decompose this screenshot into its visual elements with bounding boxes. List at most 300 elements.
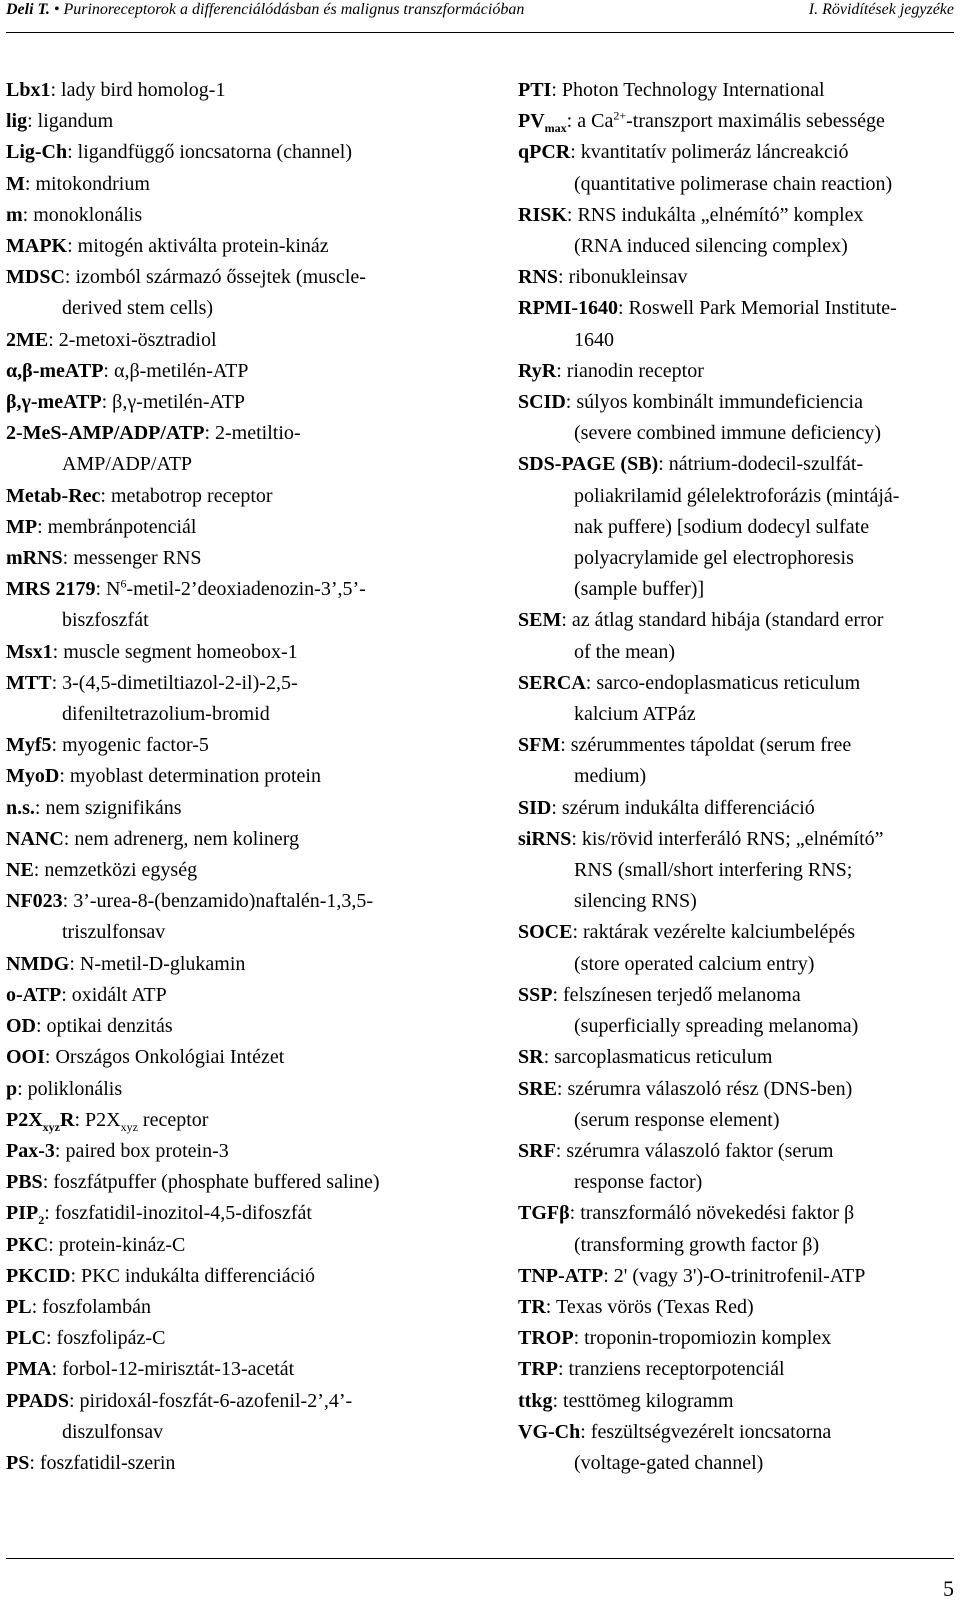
abbreviation-term: SERCA [518, 671, 586, 694]
entry-continuation-line: polyacrylamide gel electrophoresis [574, 547, 854, 570]
abbreviation-definition: : 2-metoxi-ösztradiol [48, 328, 217, 351]
entry-first-line [6, 637, 486, 668]
entry-first-line [6, 262, 486, 293]
entry-first-line [6, 1136, 486, 1167]
entry-first-line [6, 481, 486, 512]
entry-first-line [518, 1042, 958, 1073]
abbreviation-entry [518, 1417, 958, 1479]
abbreviation-definition: : kvantitatív polimeráz láncreakció [570, 141, 849, 164]
abbreviation-entry [6, 75, 486, 106]
abbreviation-definition: : 3’-urea-8-(benzamido)naftalén-1,3,5- [62, 890, 374, 913]
abbreviation-entry [518, 605, 958, 667]
entry-first-line [6, 1386, 486, 1417]
abbreviation-entry [6, 1042, 486, 1073]
abbreviation-definition: : foszfolipáz-C [46, 1327, 166, 1350]
abbreviation-entry [6, 325, 486, 356]
abbreviation-entry [518, 668, 958, 730]
entry-first-line [6, 1011, 486, 1042]
footer-rule [6, 1558, 954, 1559]
abbreviation-definition: : myogenic factor-5 [51, 734, 209, 757]
abbreviation-term: SDS-PAGE (SB) [518, 453, 659, 476]
definition-superscript: 2+ [613, 108, 627, 123]
abbreviation-entry [518, 1261, 958, 1292]
abbreviation-entry [6, 1105, 486, 1136]
abbreviation-entry [6, 200, 486, 231]
abbreviation-definition: : 3-(4,5-dimetiltiazol-2-il)-2,5- [51, 671, 298, 694]
abbreviation-definition: : transzformáló növekedési faktor β [569, 1202, 855, 1225]
abbreviation-term: MyoD [6, 765, 60, 788]
entry-continuation-line: (store operated calcium entry) [574, 952, 815, 975]
entry-first-line [518, 668, 958, 699]
entry-first-line [6, 1198, 486, 1229]
header-section: I. Rövidítések jegyzéke [808, 1, 954, 18]
abbreviation-entry [518, 1354, 958, 1385]
entry-first-line [518, 1261, 958, 1292]
abbreviation-entry [6, 231, 486, 262]
abbreviation-entry [518, 917, 958, 979]
abbreviation-entry [6, 137, 486, 168]
entry-first-line [6, 1261, 486, 1292]
abbreviation-term: PMA [6, 1358, 52, 1381]
abbreviation-definition: : $N^6-metil-2’deoxiadenozin-3’,5’-$ [95, 576, 366, 601]
abbreviation-term: $PV_{max}$ [518, 110, 567, 136]
abbreviation-definition: : metabotrop receptor [100, 484, 273, 507]
entry-first-line [6, 793, 486, 824]
abbreviation-definition: : testtömeg kilogramm [552, 1389, 734, 1412]
header-left [6, 0, 524, 20]
abbreviation-definition: : sarcoplasmaticus reticulum [543, 1046, 773, 1069]
abbreviation-definition: : rianodin receptor [556, 359, 704, 382]
abbreviation-term: TGFβ [518, 1202, 570, 1225]
abbreviation-term: Pax-3 [6, 1139, 55, 1162]
abbreviation-term: o-ATP [6, 983, 62, 1006]
abbreviation-term: n.s. [6, 796, 35, 819]
entry-continuation-line: response factor) [574, 1171, 703, 1194]
abbreviation-column-left [6, 75, 486, 1479]
entry-first-line [6, 1292, 486, 1323]
entry-first-line [6, 418, 486, 449]
abbreviation-term: 2ME [6, 328, 49, 351]
entry-first-line [518, 387, 958, 418]
entry-first-line [6, 1448, 486, 1479]
abbreviation-entry [518, 293, 958, 355]
entry-first-line [518, 293, 958, 324]
abbreviation-definition: : szérumra válaszoló faktor (serum [555, 1139, 834, 1162]
abbreviation-term: OD [6, 1015, 36, 1038]
abbreviation-entry [6, 543, 486, 574]
abbreviation-term: PKCID [6, 1264, 71, 1287]
entry-continuation-line: (transforming growth factor β) [574, 1233, 820, 1256]
entry-continuation-line: (quantitative polimerase chain reaction) [574, 172, 893, 195]
abbreviation-term: SRE [518, 1077, 557, 1100]
abbreviation-definition: : α,β-metilén-ATP [103, 359, 249, 382]
abbreviation-entry [518, 106, 958, 137]
abbreviation-term: OOI [6, 1046, 45, 1069]
abbreviation-definition: : szérumra válaszoló rész (DNS-ben) [556, 1077, 853, 1100]
entry-first-line [6, 730, 486, 761]
abbreviation-entry [6, 169, 486, 200]
abbreviation-entry [6, 886, 486, 948]
abbreviation-entry [6, 574, 486, 636]
abbreviation-term: siRNS [518, 827, 572, 850]
entry-first-line [6, 200, 486, 231]
abbreviation-definition: : N-metil-D-glukamin [69, 952, 246, 975]
entry-first-line [6, 886, 486, 917]
entry-first-line [518, 824, 958, 855]
abbreviation-entry [518, 1292, 958, 1323]
abbreviation-entry [518, 824, 958, 918]
abbreviation-definition: : oxidált ATP [61, 983, 167, 1006]
abbreviation-definition: : az átlag standard hibája (standard error [561, 609, 884, 632]
abbreviation-term: β,γ-meATP [6, 391, 102, 414]
abbreviation-definition: : membránpotenciál [37, 515, 197, 538]
abbreviation-term: SR [518, 1046, 544, 1069]
abbreviation-term: RyR [518, 359, 557, 382]
abbreviation-definition: : muscle segment homeobox-1 [52, 640, 298, 663]
abbreviation-term: ttkg [518, 1389, 553, 1412]
abbreviation-term: VG-Ch [518, 1420, 581, 1443]
entry-first-line [6, 231, 486, 262]
abbreviation-definition: : a $Ca^{2+}$-transzport maximális sebessége [566, 108, 885, 133]
abbreviation-term: SRF [518, 1139, 556, 1162]
entry-continuation-line: AMP/ADP/ATP [62, 453, 193, 476]
abbreviation-term: p [6, 1077, 18, 1100]
abbreviation-entry [6, 761, 486, 792]
entry-continuation-line: medium) [574, 765, 647, 788]
entry-first-line [6, 325, 486, 356]
abbreviation-entry [518, 356, 958, 387]
abbreviation-entry [6, 481, 486, 512]
abbreviation-term: RPMI-1640 [518, 297, 618, 320]
entry-continuation-line: RNS (small/short interfering RNS; [574, 859, 853, 882]
running-header [6, 0, 954, 33]
abbreviation-definition: : Photon Technology International [551, 79, 825, 101]
abbreviation-definition: : izomból származó őssejtek (muscle- [64, 266, 366, 289]
abbreviation-term: PKC [6, 1233, 49, 1256]
abbreviation-entry [6, 855, 486, 886]
abbreviation-entry [6, 1323, 486, 1354]
abbreviation-term: PTI [518, 79, 552, 101]
abbreviation-entry [6, 106, 486, 137]
abbreviation-definition: : lady bird homolog-1 [50, 79, 226, 101]
abbreviation-term: PS [6, 1451, 30, 1474]
abbreviation-definition: : szérummentes tápoldat (serum free [560, 734, 852, 757]
header-title: Purinoreceptorok a differenciálódásban és malignus transzformációban [63, 1, 525, 18]
abbreviation-entry [6, 512, 486, 543]
entry-first-line [518, 1354, 958, 1385]
abbreviation-term: lig [6, 110, 28, 133]
abbreviation-definition: : myoblast determination protein [59, 765, 321, 788]
entry-first-line [518, 137, 958, 168]
entry-continuation-line: (superficially spreading melanoma) [574, 1015, 859, 1038]
abbreviation-definition: : kis/rövid interferáló RNS; „elnémító” [571, 827, 884, 850]
abbreviation-term: TNP-ATP [518, 1264, 604, 1287]
abbreviation-definition: : ligandfüggő ioncsatorna (channel) [67, 141, 353, 164]
abbreviation-definition: : PKC indukálta differenciáció [70, 1264, 316, 1287]
abbreviation-entry [6, 1167, 486, 1198]
entry-continuation-line: derived stem cells) [62, 297, 214, 320]
abbreviation-entry [518, 1136, 958, 1198]
abbreviation-term: NMDG [6, 952, 70, 975]
abbreviation-term: PL [6, 1295, 32, 1318]
entry-first-line [6, 512, 486, 543]
abbreviation-definition: : 2-metiltio- [204, 422, 301, 445]
abbreviation-entry [518, 449, 958, 605]
abbreviation-definition: : ribonukleinsav [558, 266, 688, 289]
abbreviation-definition: : foszfatidil-szerin [29, 1451, 176, 1474]
entry-first-line [518, 449, 958, 480]
abbreviation-term: $P2X_{xyz}R$ [6, 1108, 75, 1134]
entry-first-line [6, 949, 486, 980]
abbreviation-definition: : nátrium-dodecil-szulfát- [658, 453, 864, 476]
abbreviation-definition: : Országos Onkológiai Intézet [44, 1046, 285, 1069]
abbreviation-entry [6, 1198, 486, 1229]
abbreviation-term: m [6, 203, 23, 226]
entry-continuation-line: (serum response element) [574, 1108, 780, 1131]
entry-continuation-line: diszulfonsav [62, 1420, 164, 1443]
abbreviation-term: Lbx1 [6, 79, 51, 101]
entry-first-line [6, 387, 486, 418]
entry-first-line [518, 1386, 958, 1417]
entry-first-line [518, 605, 958, 636]
abbreviation-term: MDSC [6, 266, 65, 289]
abbreviation-subscript: max [544, 121, 567, 136]
abbreviation-definition: : Roswell Park Memorial Institute- [617, 297, 897, 320]
abbreviation-entry [6, 1136, 486, 1167]
entry-first-line [6, 1042, 486, 1073]
abbreviation-term: TR [518, 1295, 546, 1318]
abbreviation-entry [6, 1230, 486, 1261]
abbreviation-entry [6, 1292, 486, 1323]
abbreviation-definition: : foszfolambán [31, 1295, 151, 1318]
entry-first-line [518, 1198, 958, 1229]
abbreviation-term: MAPK [6, 235, 68, 258]
abbreviation-term: α,β-meATP [6, 359, 104, 382]
abbreviation-term: SEM [518, 609, 562, 632]
abbreviation-definition: : troponin-tropomiozin komplex [573, 1327, 832, 1350]
entry-continuation-line: nak puffere) [sodium dodecyl sulfate [574, 515, 870, 538]
abbreviation-term: mRNS [6, 547, 63, 570]
abbreviation-entry [6, 824, 486, 855]
abbreviation-term: PBS [6, 1171, 43, 1194]
abbreviation-entry [518, 75, 958, 106]
abbreviation-entry [518, 980, 958, 1042]
abbreviation-term: PPADS [6, 1389, 69, 1412]
abbreviation-entry [6, 418, 486, 480]
header-author: Deli T. [6, 1, 50, 18]
entry-first-line [6, 1105, 486, 1136]
abbreviation-term: Myf5 [6, 734, 52, 757]
entry-continuation-line: (sample buffer)] [574, 578, 705, 601]
entry-continuation-line: (RNA induced silencing complex) [574, 235, 848, 258]
abbreviation-definition: : nem szignifikáns [34, 796, 182, 819]
abbreviation-term: NF023 [6, 890, 63, 913]
abbreviation-subscript: 2 [38, 1213, 45, 1228]
entry-first-line [6, 1354, 486, 1385]
abbreviation-term: MTT [6, 671, 52, 694]
abbreviation-entry [518, 1042, 958, 1073]
abbreviation-definition: : mitogén aktiválta protein-kináz [67, 235, 329, 258]
abbreviation-term: MRS 2179 [6, 578, 96, 601]
abbreviation-entry [6, 262, 486, 324]
entry-continuation-line: (severe combined immune deficiency) [574, 422, 882, 445]
abbreviation-entry [6, 1074, 486, 1105]
abbreviation-definition: : feszültségvezérelt ioncsatorna [580, 1420, 832, 1443]
abbreviation-entry [6, 1448, 486, 1479]
entry-first-line [6, 574, 486, 605]
entry-first-line [518, 356, 958, 387]
entry-first-line [518, 980, 958, 1011]
abbreviation-column-right [518, 75, 958, 1479]
abbreviation-definition: : foszfatidil-inozitol-4,5-difoszfát [44, 1202, 312, 1225]
entry-continuation-line: poliakrilamid gélelektroforázis (mintájá- [574, 484, 900, 507]
entry-first-line [6, 1230, 486, 1261]
abbreviation-entry [518, 1386, 958, 1417]
entry-first-line [518, 1417, 958, 1448]
entry-continuation-line: of the mean) [574, 640, 676, 663]
abbreviation-definition: : forbol-12-mirisztát-13-acetát [51, 1358, 295, 1381]
entry-first-line [6, 356, 486, 387]
abbreviation-entry [6, 356, 486, 387]
abbreviation-definition: : nemzetközi egység [33, 859, 198, 882]
entry-first-line [518, 262, 958, 293]
abbreviation-entry [6, 1011, 486, 1042]
abbreviation-term: SFM [518, 734, 561, 757]
entry-first-line [518, 1074, 958, 1105]
abbreviation-term: $PIP_2$ [6, 1202, 45, 1228]
abbreviation-entry [518, 1198, 958, 1260]
entry-first-line [6, 1167, 486, 1198]
abbreviation-definition: : súlyos kombinált immundeficiencia [565, 391, 863, 414]
abbreviation-definition: : β,γ-metilén-ATP [101, 391, 246, 414]
abbreviation-term: TROP [518, 1327, 574, 1350]
abbreviation-entry [518, 1074, 958, 1136]
abbreviation-definition: : RNS indukálta „elnémító” komplex [566, 203, 864, 226]
abbreviation-term: RNS [518, 266, 559, 289]
entry-first-line [6, 668, 486, 699]
entry-first-line [518, 1292, 958, 1323]
entry-first-line [6, 761, 486, 792]
abbreviation-definition: : Texas vörös (Texas Red) [545, 1295, 754, 1318]
abbreviation-definition: : $P2X_{xyz}$ receptor [74, 1108, 209, 1134]
definition-superscript: 6 [120, 576, 127, 591]
entry-continuation-line: 1640 [574, 328, 614, 351]
abbreviation-definition: : messenger RNS [62, 547, 202, 570]
abbreviation-entry [518, 137, 958, 199]
abbreviation-definition: : mitokondrium [24, 172, 150, 195]
abbreviation-definition: : raktárak vezérelte kalciumbelépés [572, 921, 856, 944]
abbreviation-entry [6, 980, 486, 1011]
entry-first-line [6, 1323, 486, 1354]
abbreviation-term: NE [6, 859, 34, 882]
entry-first-line [518, 793, 958, 824]
entry-first-line [6, 855, 486, 886]
abbreviation-term: TRP [518, 1358, 558, 1381]
abbreviation-term: qPCR [518, 141, 571, 164]
entry-continuation-line: difeniltetrazolium-bromid [62, 703, 270, 726]
abbreviation-entry [6, 387, 486, 418]
abbreviation-entry [6, 730, 486, 761]
abbreviation-term: 2-MeS-AMP/ADP/ATP [6, 422, 205, 445]
entry-first-line [518, 106, 958, 137]
abbreviation-term: SOCE [518, 921, 573, 944]
abbreviation-term: SID [518, 796, 552, 819]
entry-first-line [518, 1136, 958, 1167]
abbreviation-entry [518, 730, 958, 792]
entry-first-line [518, 730, 958, 761]
abbreviation-entry [6, 1386, 486, 1448]
abbreviation-definition: : nem adrenerg, nem kolinerg [63, 827, 300, 850]
abbreviation-subscript: xyz [42, 1119, 60, 1134]
abbreviation-definition: : protein-kináz-C [48, 1233, 186, 1256]
abbreviation-entry [6, 1261, 486, 1292]
abbreviation-entry [6, 668, 486, 730]
abbreviation-entry [518, 200, 958, 262]
entry-first-line [518, 75, 958, 106]
abbreviation-definition: : optikai denzitás [36, 1015, 173, 1038]
abbreviation-definition: : foszfátpuffer (phosphate buffered saline) [42, 1171, 380, 1194]
entry-first-line [518, 200, 958, 231]
abbreviation-term: NANC [6, 827, 64, 850]
abbreviation-term: Metab-Rec [6, 484, 101, 507]
entry-continuation-line: silencing RNS) [574, 890, 697, 913]
abbreviation-entry [518, 262, 958, 293]
entry-continuation-line: kalcium ATPáz [574, 703, 696, 726]
entry-first-line [6, 824, 486, 855]
entry-continuation-line: biszfoszfát [62, 609, 149, 632]
abbreviation-definition: : tranziens receptorpotenciál [558, 1358, 785, 1381]
abbreviation-definition: : monoklonális [22, 203, 143, 226]
definition-subscript: xyz [120, 1119, 138, 1134]
abbreviation-definition: : poliklonális [17, 1077, 123, 1100]
abbreviation-term: M [6, 172, 25, 195]
entry-first-line [518, 917, 958, 948]
abbreviation-entry [6, 949, 486, 980]
abbreviation-term: SCID [518, 391, 566, 414]
entry-continuation-line: triszulfonsav [62, 921, 166, 944]
abbreviation-definition: : ligandum [27, 110, 114, 133]
entry-first-line [6, 106, 486, 137]
entry-first-line [518, 1323, 958, 1354]
abbreviation-entry [6, 637, 486, 668]
abbreviation-definition: : 2' (vagy 3')-O-trinitrofenil-ATP [603, 1264, 866, 1287]
entry-first-line [6, 543, 486, 574]
page-number: 5 [943, 1576, 954, 1601]
abbreviation-definition: : piridoxál-foszfát-6-azofenil-2’,4’- [68, 1389, 353, 1412]
abbreviation-entry [518, 793, 958, 824]
abbreviation-term: SSP [518, 983, 553, 1006]
abbreviation-entry [6, 1354, 486, 1385]
entry-continuation-line: (voltage-gated channel) [574, 1451, 764, 1474]
entry-first-line [6, 169, 486, 200]
abbreviation-entry [518, 1323, 958, 1354]
abbreviation-entry [518, 387, 958, 449]
abbreviation-definition: : paired box protein-3 [54, 1139, 229, 1162]
entry-first-line [6, 75, 486, 106]
abbreviation-definition: : szérum indukálta differenciáció [551, 796, 815, 819]
abbreviation-definition: : sarco-endoplasmaticus reticulum [585, 671, 861, 694]
abbreviation-entry [6, 793, 486, 824]
abbreviation-term: RISK [518, 203, 567, 226]
entry-first-line [6, 1074, 486, 1105]
entry-first-line [6, 137, 486, 168]
abbreviation-term: Lig-Ch [6, 141, 68, 164]
entry-first-line [6, 980, 486, 1011]
abbreviation-term: MP [6, 515, 38, 538]
abbreviation-term: PLC [6, 1327, 46, 1350]
header-bullet: • [53, 1, 60, 18]
abbreviation-definition: : felszínesen terjedő melanoma [552, 983, 801, 1006]
